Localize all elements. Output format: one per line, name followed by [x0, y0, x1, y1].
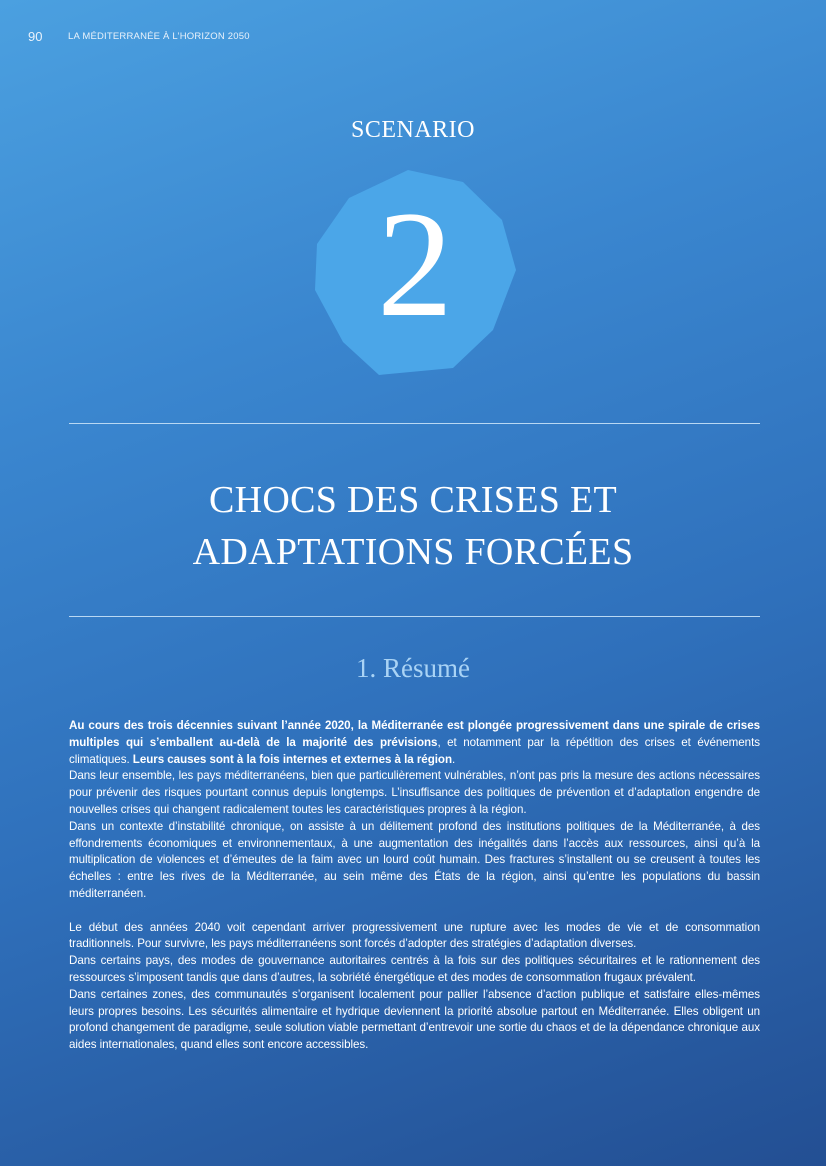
paragraph [69, 718, 760, 768]
scenario-badge [313, 170, 517, 376]
page-title [40, 474, 786, 578]
paragraph: Dans certains pays, des modes de gouvernance autoritaires centrés à la fois sur des politiques sécuritaires et le rationnement des ressources s’imposent tandis que dans d’autres, la sobriété énergétique et des modes de consommation frugaux prévalent. [69, 954, 760, 984]
bold-text: Leurs causes sont à la fois internes et externes à la région [132, 752, 452, 766]
bold-text: Au cours des trois décennies suivant l’année 2020, la Méditerranée est plongée progressivement dans une spirale de crises multiples qui s’emballent au-delà de la majorité des prévisions [69, 719, 760, 749]
summary-body [69, 718, 760, 1054]
text-span: , et notamment par la répétition des crises et événements climatiques. [69, 735, 760, 766]
title-line-1: CHOCS DES CRISES ET [209, 479, 617, 521]
paragraph: Dans un contexte d’instabilité chronique, on assiste à un délitement profond des institutions politiques de la Méditerranée, à des effondrements économiques et environnementaux, à une augmentation des inégalités dans l’accès aux ressources, ainsi qu’à la multiplication de violences et d’émeutes de la faim avec un lourd coût humain. Des fractures s’installent ou se creusent à toutes les échelles : entre les rives de la Méditerranée, au sein même des États de la région, ainsi qu’entre les populations du bassin méditerranéen. [69, 819, 760, 900]
running-title: LA MÉDITERRANÉE À L’HORIZON 2050 [68, 30, 250, 42]
scenario-number: 2 [377, 180, 453, 348]
divider-bottom [69, 616, 760, 617]
page-header [28, 29, 250, 43]
section-title: 1. Résumé [356, 653, 470, 683]
title-line-2: ADAPTATIONS FORCÉES [192, 531, 634, 573]
text-span: . [451, 752, 456, 766]
scenario-label: SCENARIO [350, 117, 475, 143]
paragraph: Le début des années 2040 voit cependant arriver progressivement une rupture avec les modes de vie et de consommation traditionnels. Pour survivre, les pays méditerranéens sont forcés d’adopter des stratégies d’adaptation diverses. [69, 920, 760, 951]
divider-top [69, 423, 760, 424]
paragraph: Dans certaines zones, des communautés s’organisent localement pour pallier l’absence d’action publique et satisfaire elles-mêmes leurs propres besoins. Les sécurités alimentaire et hydrique deviennent la priorité absolue partout en Méditerranée. Elles obligent un profond changement de paradigme, seule solution viable permettant d’entrevoir une sortie du chaos et de la dépendance chronique aux aides internationales, quand elles sont encore accessibles. [69, 987, 760, 1052]
paragraph: Dans leur ensemble, les pays méditerranéens, bien que particulièrement vulnérables, n’ont pas pris la mesure des actions nécessaires pour prévenir des risques pourtant connus depuis longtemps. L’insuffisance des politiques de prévention et d’adaptation engendre de nouvelles crises qui changent radicalement toutes les caractéristiques propres à la région. [69, 769, 760, 816]
page-number: 90 [28, 28, 43, 44]
